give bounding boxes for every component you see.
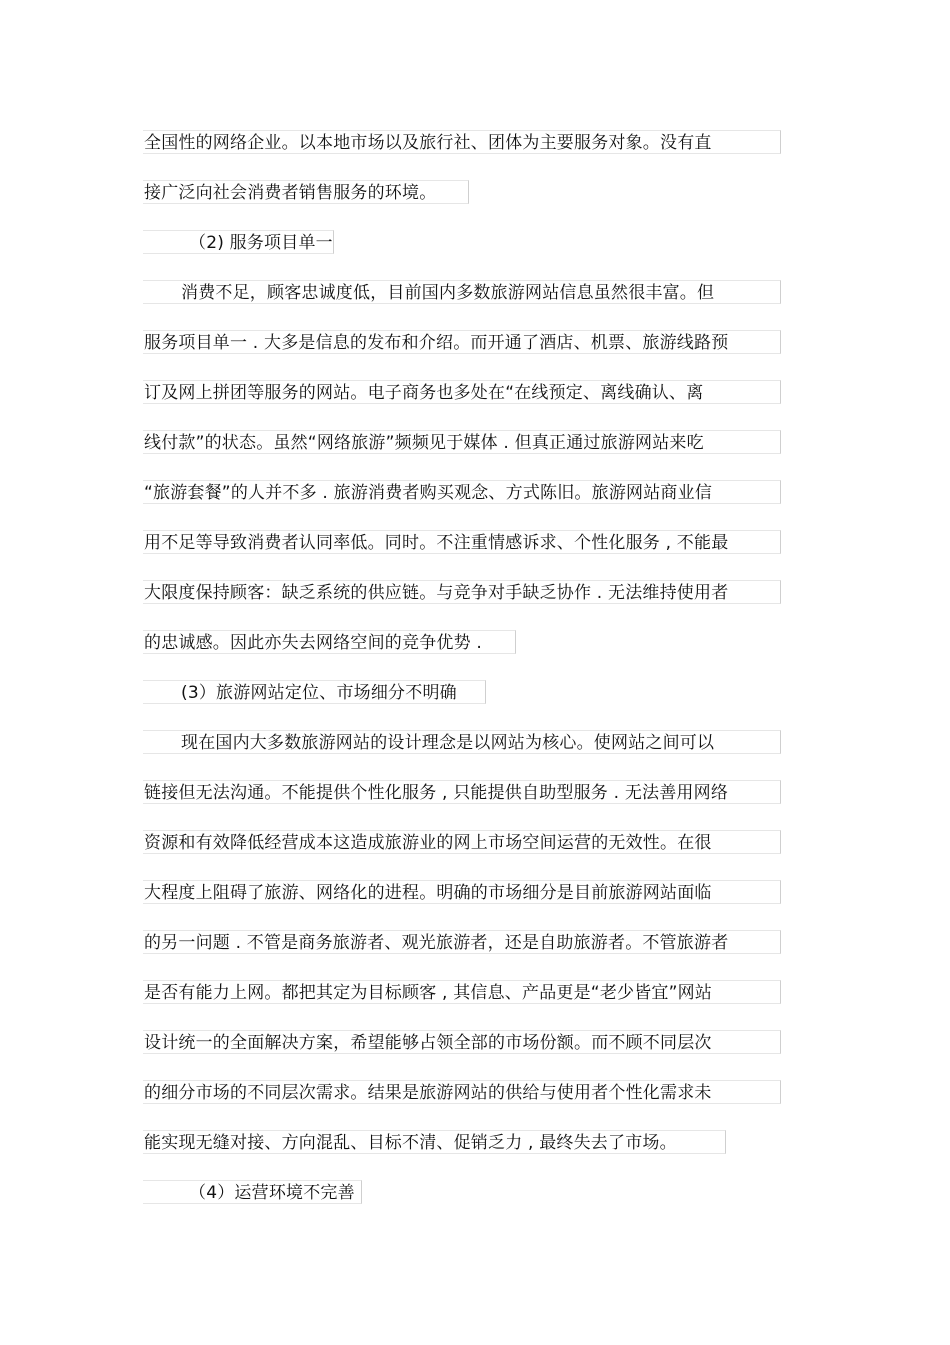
text-line: 消费不足，顾客忠诚度低，目前国内多数旅游网站信息虽然很丰富。但 xyxy=(143,280,781,304)
text-line: 服务项目单一 . 大多是信息的发布和介绍。而开通了酒店、机票、旅游线路预 xyxy=(143,330,781,354)
text-line: 能实现无缝对接、方向混乱、目标不清、促销乏力 , 最终失去了市场。 xyxy=(143,1130,726,1154)
section-heading: (3）旅游网站定位、市场细分不明确 xyxy=(143,680,486,704)
text-line: 现在国内大多数旅游网站的设计理念是以网站为核心。使网站之间可以 xyxy=(143,730,781,754)
text-line: 的忠诚感。因此亦失去网络空间的竞争优势 . xyxy=(143,630,516,654)
text-line: 设计统一的全面解决方案，希望能够占领全部的市场份额。而不顾不同层次 xyxy=(143,1030,781,1054)
text-line: 资源和有效降低经营成本这造成旅游业的网上市场空间运营的无效性。在很 xyxy=(143,830,781,854)
text-line: 的另一问题 . 不管是商务旅游者、观光旅游者，还是自助旅游者。不管旅游者 xyxy=(143,930,781,954)
text-line: “旅游套餐”的人并不多 . 旅游消费者购买观念、方式陈旧。旅游网站商业信 xyxy=(143,480,781,504)
text-line: 是否有能力上网。都把其定为目标顾客 , 其信息、产品更是“老少皆宜”网站 xyxy=(143,980,781,1004)
text-line: 线付款”的状态。虽然“网络旅游”频频见于媒体 . 但真正通过旅游网站来吃 xyxy=(143,430,781,454)
text-line: 接广泛向社会消费者销售服务的环境。 xyxy=(143,180,469,204)
text-line: 的细分市场的不同层次需求。结果是旅游网站的供给与使用者个性化需求未 xyxy=(143,1080,781,1104)
text-line: 用不足等导致消费者认同率低。同时。不注重情感诉求、个性化服务 , 不能最 xyxy=(143,530,781,554)
section-heading: （4）运营环境不完善 xyxy=(143,1180,362,1204)
text-line: 大限度保持顾客：缺乏系统的供应链。与竞争对手缺乏协作 . 无法维持使用者 xyxy=(143,580,781,604)
text-line: 全国性的网络企业。以本地市场以及旅行社、团体为主要服务对象。没有直 xyxy=(143,130,781,154)
text-line: 链接但无法沟通。不能提供个性化服务 , 只能提供自助型服务 . 无法善用网络 xyxy=(143,780,781,804)
section-heading: （2) 服务项目单一 xyxy=(143,230,334,254)
text-line: 大程度上阻碍了旅游、网络化的进程。明确的市场细分是目前旅游网站面临 xyxy=(143,880,781,904)
text-line: 订及网上拼团等服务的网站。电子商务也多处在“在线预定、离线确认、离 xyxy=(143,380,781,404)
